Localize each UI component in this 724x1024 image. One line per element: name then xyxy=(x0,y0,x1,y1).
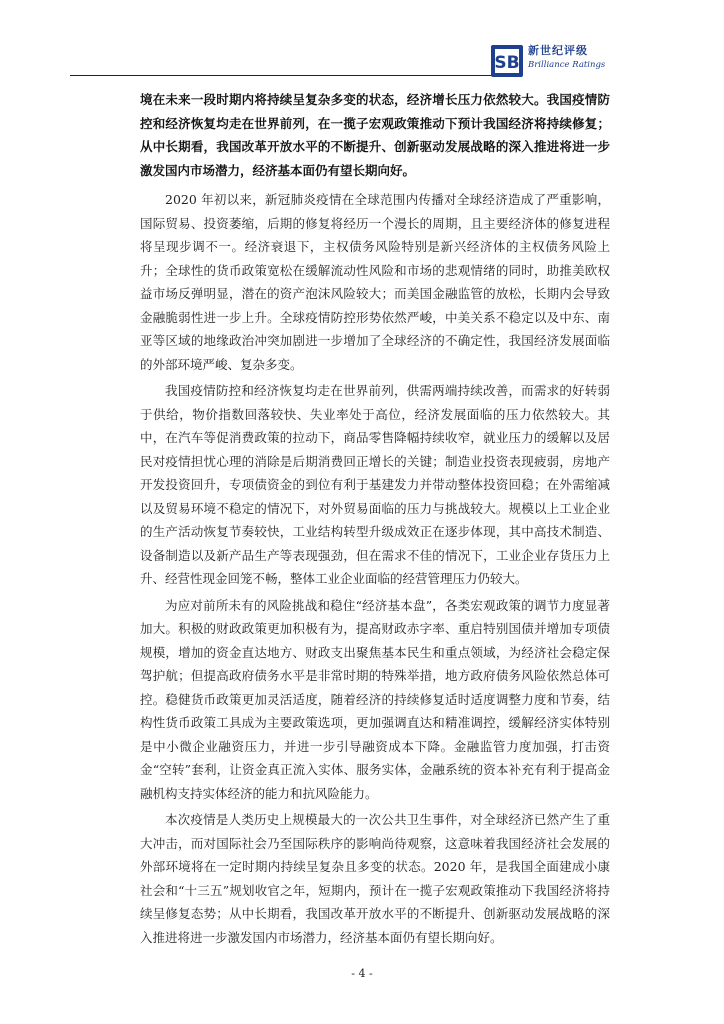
document-body xyxy=(140,88,610,952)
logo-english-name: Brilliance Ratings xyxy=(528,60,606,70)
page-number: - 4 - xyxy=(351,967,373,980)
svg-text:SB: SB xyxy=(494,53,520,73)
paragraph-macro-policy: 为应对前所未有的风险挑战和稳住“经济基本盘”，各类宏观政策的调节力度显著加大。积极的财政政策更加积极有为，提高财政赤字率、重启特别国债并增加专项债规模，增加的资金直达地方、财政支出聚焦基本民生和重点领域，为经济社会稳定保驾护航；但提高政府债务水平是非常时期的特殊举措，地方政府债务风险依然总体可控。稳健货币政策更加灵活适度，随着经济的持续修复适时适度调整力度和节奏，结构性货币政策工具成为主要政策选项，更加强调直达和精准调控，缓解经济实体特别是中小微企业融资压力，并进一步引导融资成本下降。金融监管力度加强，打击资金“空转”套利，让资金真正流入实体、服务实体，金融系统的资本补充有利于提高金融机构支持实体经济的能力和抗风险能力。 xyxy=(140,597,610,801)
paragraph-global-economy: 2020 年初以来，新冠肺炎疫情在全球范围内传播对全球经济造成了严重影响，国际贸易、投资萎缩，后期的修复将经历一个漫长的周期，且主要经济体的修复进程将呈现步调不一。经济衰退下，主权债务风险特别是新兴经济体的主权债务风险上升；全球性的货币政策宽松在缓解流动性风险和市场的悲观情绪的同时，助推美欧权益市场反弹明显，潜在的资产泡沫风险较大；而美国金融监管的放松，长期内会导致金融脆弱性进一步上升。全球疫情防控形势依然严峻，中美关系不稳定以及中东、南亚等区域的地缘政治冲突加剧进一步增加了全球经济的不确定性，我国经济发展面临的外部环境严峻、复杂多变。 xyxy=(140,192,610,372)
paragraph-domestic-recovery: 我国疫情防控和经济恢复均走在世界前列，供需两端持续改善，而需求的好转弱于供给，物价指数回落较快、失业率处于高位，经济发展面临的压力依然较大。其中，在汽车等促消费政策的拉动下，商品零售降幅持续收窄，就业压力的缓解以及居民对疫情担忧心理的消除是后期消费回正增长的关键；制造业投资表现疲弱，房地产开发投资回升，专项债资金的到位有利于基建发力并带动整体投资回稳；在外需缩减以及贸易环境不稳定的情况下，对外贸易面临的压力与挑战较大。规模以上工业企业的生产活动恢复节奏较快，工业结构转型升级成效正在逐步体现，其中高技术制造、设备制造以及新产品生产等表现强劲，但在需求不佳的情况下，工业企业存货压力上升、经营性现金回笼不畅，整体工业企业面临的经营管理压力仍较大。 xyxy=(140,383,610,586)
paragraph-outlook: 本次疫情是人类历史上规模最大的一次公共卫生事件，对全球经济已然产生了重大冲击，而对国际社会乃至国际秩序的影响尚待观察，这意味着我国经济社会发展的外部环境将在一定时期内持续呈复杂且多变的状态。2020 年，是我国全面建成小康社会和“十三五”规划收官之年，短期内，预计在一揽子宏观政策推动下我国经济将持续呈修复态势；从中长期看，我国改革开放水平的不断提升、创新驱动发展战略的深入推进将进一步激发国内市场潜力，经济基本面仍有望长期向好。 xyxy=(140,812,610,945)
logo-chinese-name: 新世纪评级 xyxy=(528,44,588,57)
lead-summary: 境在未来一段时期内将持续呈复杂多变的状态，经济增长压力依然较大。我国疫情防控和经济恢复均走在世界前列，在一揽子宏观政策推动下预计我国经济将持续修复；从中长期看，我国改革开放水平的不断提升、创新驱动发展战略的深入推进将进一步激发国内市场潜力，经济基本面仍有望长期向好。 xyxy=(140,92,610,178)
header-rule xyxy=(70,75,500,76)
page-header xyxy=(70,40,660,80)
brilliance-logo-icon xyxy=(490,44,524,78)
